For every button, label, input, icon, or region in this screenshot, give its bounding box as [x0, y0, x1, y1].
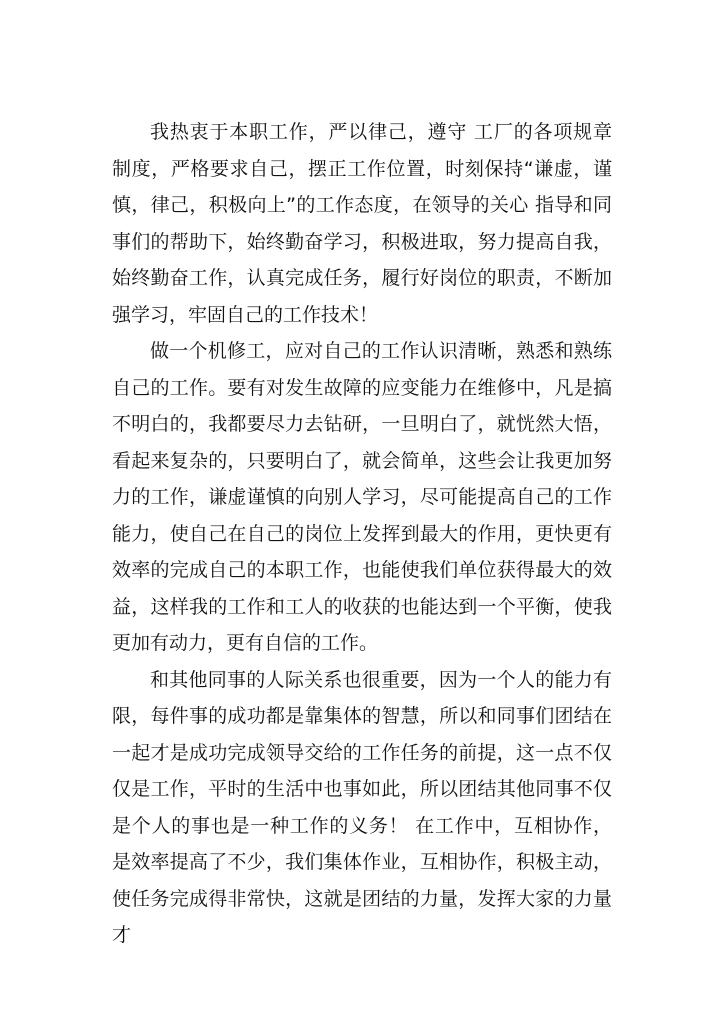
paragraph-1: 我热衷于本职工作，严以律己，遵守 工厂的各项规章制度，严格要求自己，摆正工作位置，时刻保持“谦虚，谨慎，律己，积极向上”的工作态度，在领导的关心 指导和同事们的帮助下，始终勤奋学习，积极进取，努力提高自我，始终勤奋工作，认真完成任务，履行好岗位的职责，不断加强学习，牢固自己的工作技术！: [112, 121, 612, 326]
paragraph-3: 和其他同事的人际关系也很重要，因为一个人的能力有限，每件事的成功都是靠集体的智慧，所以和同事们团结在一起才是成功完成领导交给的工作任务的前提，这一点不仅仅是工作，平时的生活中也事如此，所以团结其他同事不仅是个人的事也是一种工作的义务！ 在工作中，互相协作，是效率提高了不少，我们集体作业，互相协作，积极主动，使任务完成得非常快，这就是团结的力量，发挥大家的力量才: [112, 668, 612, 946]
paragraph-2: 做一个机修工，应对自己的工作认识清晰，熟悉和熟练自己的工作。要有对发生故障的应变能力在维修中，凡是搞不明白的，我都要尽力去钻研，一旦明白了，就恍然大悟，看起来复杂的，只要明白了，就会简单，这些会让我更加努力的工作，谦虚谨慎的向别人学习，尽可能提高自己的工作能力，使自己在自己的岗位上发挥到最大的作用，更快更有效率的完成自己的本职工作，也能使我们单位获得最大的效益，这样我的工作和工人的收获的也能达到一个平衡，使我更加有动力，更有自信的工作。: [112, 340, 612, 654]
document-body: [112, 114, 612, 954]
